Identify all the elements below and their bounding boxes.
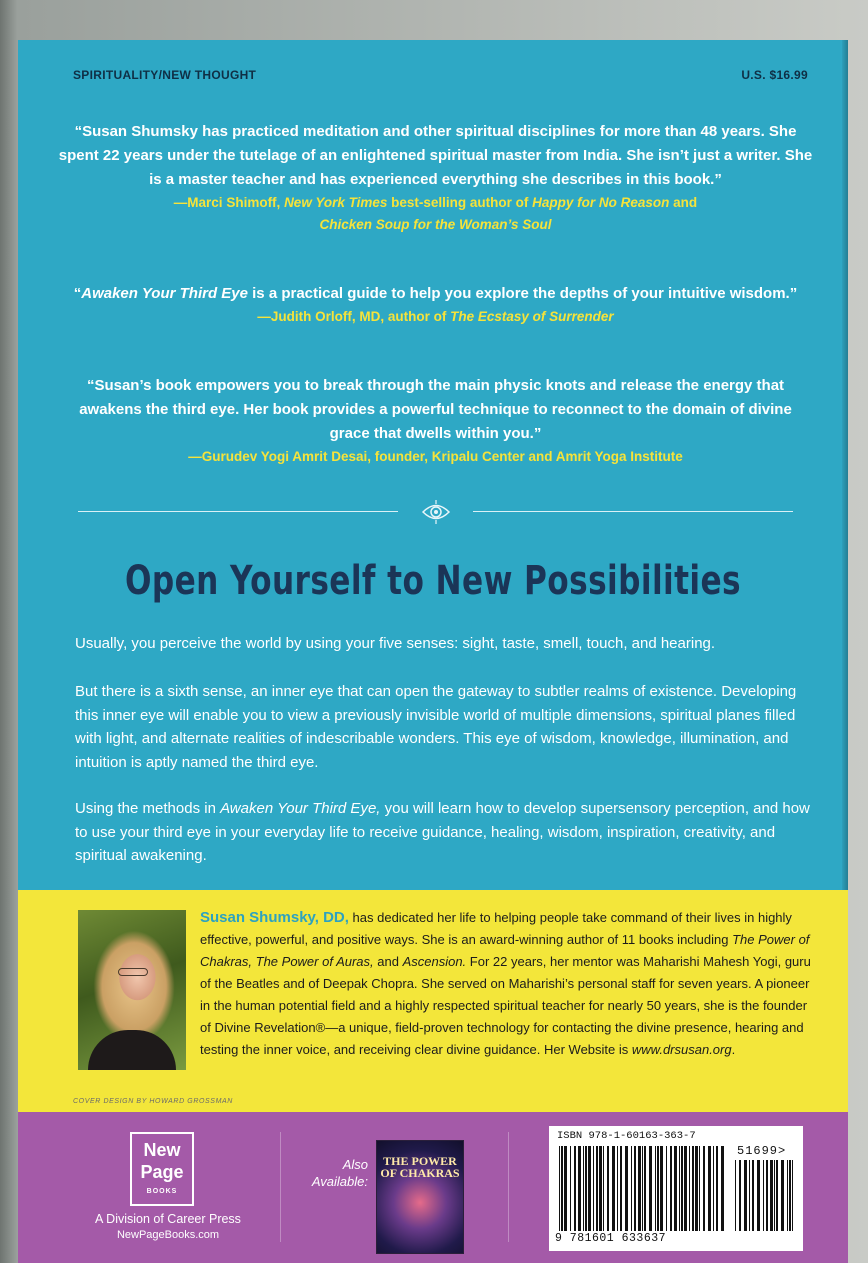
barcode-bar [776,1160,778,1231]
author-bio [200,907,820,1061]
attr-text: best-selling author of [387,195,533,210]
barcode-bar [642,1146,643,1231]
paragraph-text: Using the methods in [75,800,221,817]
related-book-title: THE POWER OF CHAKRAS [380,1154,460,1180]
barcode-bar [744,1160,747,1231]
barcode-bar [583,1146,584,1231]
barcode-bar [749,1160,750,1231]
quote-attribution [58,192,813,236]
barcode-bar [792,1160,793,1231]
paragraph-text: you will learn how to develop supersensory perception, and how to use your third eye in your everyday life to receive guidance, healing, wisdom, inspiration, creativity, and spiritual awakening. [75,800,810,864]
description-paragraph: But there is a sixth sense, an inner eye that can open the gateway to subtler realms of existence. Developing this inner eye will enable you to view a previously invisible world of multiple dimensions, spiritual planes filled with light, and alternate realities of indescribable wonders. This eye of wisdom, knowledge, illumination, and intuition is aptly named the third eye. [75,683,797,771]
third-eye-emblem-icon [421,498,451,526]
quote-title-italic: Awaken Your Third Eye [81,285,248,302]
divider-line-left [78,511,398,512]
barcode-bar [781,1160,784,1231]
barcode-bar [674,1146,677,1231]
barcode-bar [634,1146,636,1231]
author-name: Susan Shumsky, DD, [200,909,349,926]
barcode-bar [612,1146,615,1231]
quote-text [58,282,813,306]
attr-italic: New York Times [284,195,388,210]
barcode-bar [603,1146,604,1231]
barcode-bar [787,1160,788,1231]
attr-text: —Marci Shimoff, [173,195,285,210]
barcode-bar [774,1160,775,1231]
barcode-bar [770,1160,773,1231]
barcode-bar [574,1146,576,1231]
barcode-bar [644,1146,646,1231]
author-glasses [118,968,148,976]
bio-text: . [731,1042,736,1057]
attr-italic: Chicken Soup for the Woman’s Soul [319,217,552,232]
barcode-bar [607,1146,609,1231]
endorsement-quote [58,120,813,236]
attr-italic: Happy for No Reason [532,195,670,210]
barcode-bar [570,1146,571,1231]
barcode-bar [692,1146,694,1231]
also-label-line: Also [342,1157,368,1172]
isbn-number: ISBN 978-1-60163-363-7 [557,1130,696,1142]
price-code: 51699> [737,1144,787,1158]
addon-barcode-icon [735,1160,793,1231]
author-website: www.drsusan.org [631,1042,732,1057]
barcode-bar [739,1160,741,1231]
barcode-bar [789,1160,791,1231]
barcode-bar [670,1146,672,1231]
attr-italic: The Ecstasy of Surrender [450,309,614,324]
quote-attribution [58,306,813,328]
price-label: U.S. $16.99 [741,68,808,82]
barcode-bar [625,1146,628,1231]
also-label-line: Available: [311,1174,368,1189]
barcode-bar [657,1146,659,1231]
bio-text: For 22 years, her mentor was Maharishi Mahesh Yogi, guru of the Beatles and of Deepak Chopra. She served on Maharishi’s personal staff for seven years. A pioneer in the human potential field and a highly respected spiritual teacher for nearly 50 years, she is the founder of Divine Revelation®—a unique, field-proven technology for contacting the divine presence, hearing and testing the inner voice, and receiving clear divine guidance. Her Website is [200,954,811,1057]
barcode-bar [655,1146,656,1231]
attr-text: and [669,195,698,210]
barcode-bar [695,1146,698,1231]
barcode-bar [564,1146,567,1231]
author-section [18,890,848,1112]
ean-barcode-icon [559,1146,724,1231]
barcode-bar [735,1160,736,1231]
barcode-bar [561,1146,563,1231]
cover-design-credit: COVER DESIGN BY HOWARD GROSSMAN [73,1098,233,1105]
book-back-cover [18,40,848,1263]
ean-digits: 9 781601 633637 [555,1232,667,1245]
barcode-bar [585,1146,587,1231]
quote-text: “Susan Shumsky has practiced meditation and other spiritual disciplines for more than 48 years. She spent 22 years under the tutelage of an enlightened spiritual master from India. She isn’t just a writer. She is a master teacher and has experienced everything she describes in this book.” [58,123,813,188]
also-available-label [298,1156,368,1190]
barcode-bar [559,1146,560,1231]
barcode-bar [649,1146,652,1231]
barcode-bar [617,1146,618,1231]
quote-attribution: —Gurudev Yogi Amrit Desai, founder, Kripalu Center and Amrit Yoga Institute [188,449,683,464]
barcode-bar [689,1146,690,1231]
barcode-bar [620,1146,622,1231]
logo-line: BOOKS [146,1188,178,1195]
publisher-band [18,1112,848,1263]
barcode-bar [596,1146,598,1231]
quote-text: “Susan’s book empowers you to break through the main physic knots and release the energy that awakens the third eye. Her book provides a powerful technique to reconnect to the domain of divine grace that dwells within you.” [79,377,792,442]
barcode-bar [752,1160,754,1231]
barcode-bar [599,1146,602,1231]
book-title-italic: The Power of Chakras, The Power of Auras, [200,932,810,969]
divider-line-right [473,511,793,512]
bio-text: has dedicated her life to helping people take command of their lives in highly effective, powerful, and positive ways. She is an award-winning author of 11 books including [200,910,792,947]
barcode-bar [721,1146,724,1231]
barcode-bar [716,1146,718,1231]
endorsement-quote [58,374,813,468]
barcode-bar [588,1146,591,1231]
publisher-division: A Division of Career Press [95,1212,241,1226]
barcode-bar [763,1160,764,1231]
barcode-bar [660,1146,663,1231]
bio-text: and [373,954,403,969]
barcode-bar [681,1146,683,1231]
quote-open: “ [73,285,82,302]
endorsement-quote [58,282,813,328]
section-divider [78,502,793,522]
back-cover-headline: Open Yourself to New Possibilities [124,558,742,604]
barcode-bar [684,1146,687,1231]
description-paragraph [75,797,815,868]
logo-line: New [143,1140,181,1160]
barcode-bar [757,1160,760,1231]
barcode-bar [638,1146,641,1231]
barcode-bar [713,1146,714,1231]
barcode-label [549,1126,803,1251]
credits-strip [18,1092,848,1112]
vertical-separator [508,1132,509,1242]
barcode-bar [578,1146,581,1231]
vertical-separator [280,1132,281,1242]
barcode-bar [593,1146,594,1231]
barcode-bar [679,1146,680,1231]
book-title-italic: Ascension. [402,954,467,969]
barcode-bar [703,1146,705,1231]
publisher-url: NewPageBooks.com [116,1229,220,1241]
logo-line: Page [140,1162,184,1182]
author-photo [78,910,186,1070]
barcode-bar [699,1146,700,1231]
quote-rest: is a practical guide to help you explore the depths of your intuitive wisdom.” [247,285,798,302]
related-book-cover [376,1140,464,1254]
attr-text: —Judith Orloff, MD, author of [257,309,451,324]
barcode-bar [631,1146,632,1231]
author-shirt [88,1030,176,1070]
barcode-bar [708,1146,711,1231]
category-label: SPIRITUALITY/NEW THOUGHT [73,68,257,82]
new-page-books-logo [130,1132,194,1206]
description-paragraph: Usually, you perceive the world by using your five senses: sight, taste, smell, touch, and hearing. [75,635,716,652]
book-title-italic: Awaken Your Third Eye, [220,800,381,817]
barcode-bar [666,1146,667,1231]
barcode-bar [766,1160,768,1231]
